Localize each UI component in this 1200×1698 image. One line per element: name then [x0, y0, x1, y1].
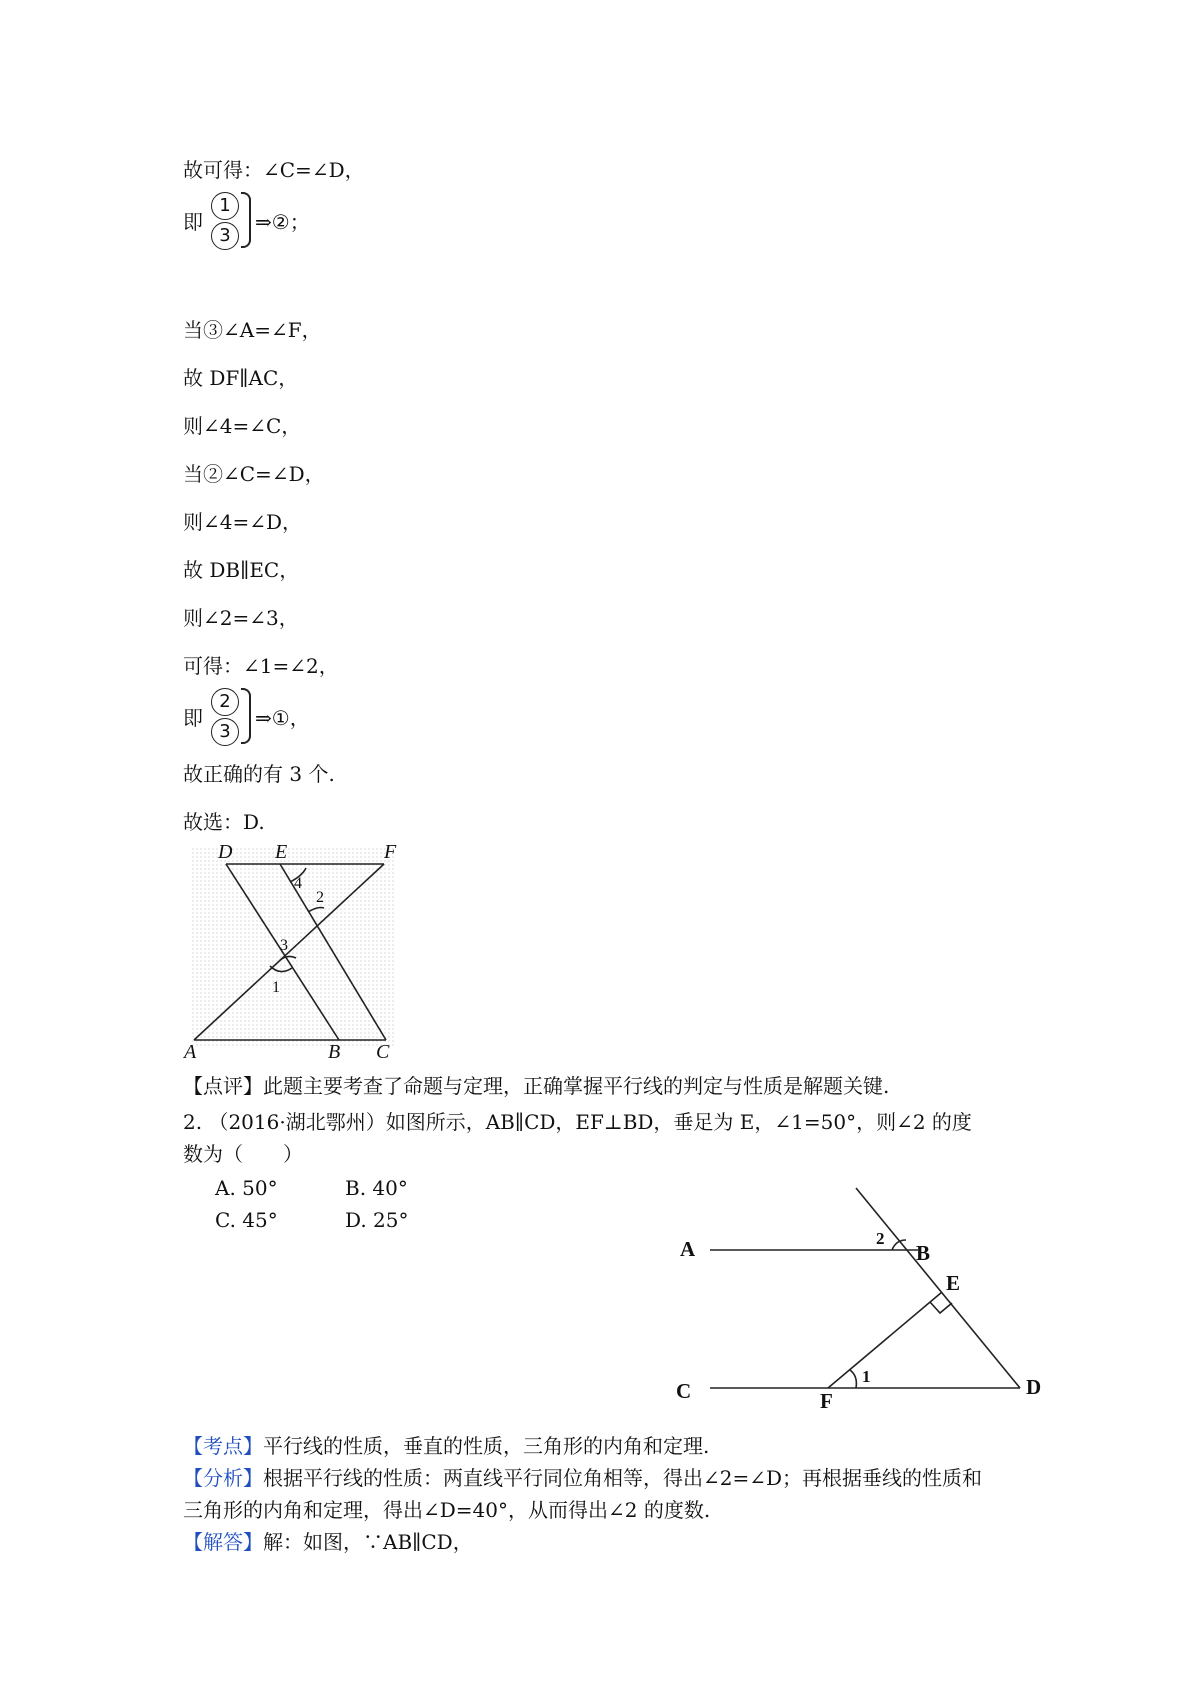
text-line: 则∠4=∠D，: [183, 510, 303, 534]
option-c: C. 45°: [215, 1208, 278, 1232]
option-a: A. 50°: [215, 1176, 278, 1200]
kaodian-line: [183, 1434, 709, 1458]
jieda-tag: 【解答】: [183, 1530, 263, 1554]
question-line-2: 数为（ ）: [183, 1142, 303, 1166]
angle-label-2: 2: [316, 889, 324, 906]
segment-ef: [828, 1292, 942, 1388]
text-line: 当②∠C=∠D，: [183, 462, 325, 486]
geometry-figure-2: [660, 1180, 1080, 1420]
point-label-b: B: [916, 1241, 931, 1265]
jieda-text: 解：如图，∵AB∥CD，: [263, 1530, 473, 1554]
angle-label-2: 2: [876, 1229, 885, 1248]
point-label-f: F: [820, 1389, 833, 1413]
point-label-a: A: [680, 1237, 696, 1261]
point-label-a: A: [184, 1041, 197, 1060]
text-line: 则∠4=∠C，: [183, 414, 302, 438]
option-d: D. 25°: [345, 1208, 409, 1232]
review-tag: 【点评】: [183, 1074, 263, 1098]
point-label-f: F: [384, 841, 397, 863]
fenxi-tag: 【分析】: [183, 1466, 263, 1490]
angle-arc-2: [892, 1240, 906, 1250]
fenxi-line-2: 三角形的内角和定理，得出∠D=40°，从而得出∠2 的度数.: [183, 1498, 711, 1522]
point-label-d: D: [218, 841, 233, 863]
geometry-figure-1: [180, 840, 410, 1060]
text-line: 故可得：∠C=∠D，: [183, 158, 365, 182]
review-text: 此题主要考查了命题与定理，正确掌握平行线的判定与性质是解题关键.: [263, 1074, 890, 1098]
angle-label-4: 4: [294, 875, 302, 892]
kaodian-text: 平行线的性质，垂直的性质，三角形的内角和定理.: [263, 1434, 710, 1458]
angle-label-1: 1: [272, 979, 280, 996]
right-brace: [241, 688, 251, 744]
fenxi-text: 根据平行线的性质：两直线平行同位角相等，得出∠2=∠D；再根据垂线的性质和: [263, 1466, 983, 1490]
right-angle-mark: [930, 1302, 952, 1313]
point-label-e: E: [946, 1271, 961, 1295]
right-brace: [241, 192, 251, 248]
angle-label-1: 1: [862, 1367, 871, 1386]
implication-result: ⇒②；: [255, 210, 310, 234]
circled-number: 3: [211, 718, 239, 746]
fenxi-line-1: [183, 1466, 982, 1490]
prefix-text: 即: [183, 706, 203, 730]
point-label-e: E: [275, 841, 288, 863]
text-line: 故 DB∥EC，: [183, 558, 300, 582]
review-line: [183, 1074, 889, 1098]
circled-number: 2: [211, 688, 239, 716]
implication-result: ⇒①，: [255, 706, 310, 730]
line-bd: [856, 1188, 1020, 1388]
point-label-c: C: [676, 1379, 692, 1403]
text-line: 故 DF∥AC，: [183, 366, 299, 390]
point-label-b: B: [328, 1041, 341, 1060]
angle-arc-1: [850, 1370, 856, 1388]
text-line: 故选：D.: [183, 810, 265, 834]
kaodian-tag: 【考点】: [183, 1434, 263, 1458]
jieda-line: [183, 1530, 473, 1554]
prefix-text: 即: [183, 210, 203, 234]
text-line: 则∠2=∠3，: [183, 606, 299, 630]
circled-number: 3: [211, 222, 239, 250]
text-line: 当③∠A=∠F，: [183, 318, 322, 342]
question-line-1: 2. （2016·湖北鄂州）如图所示，AB∥CD，EF⊥BD，垂足为 E，∠1=50°，则∠2 的度: [183, 1110, 972, 1134]
text-line: 故正确的有 3 个.: [183, 762, 335, 786]
angle-label-3: 3: [280, 937, 288, 954]
option-b: B. 40°: [345, 1176, 408, 1200]
circled-number: 1: [211, 192, 239, 220]
point-label-d: D: [1026, 1375, 1042, 1399]
text-line: 可得：∠1=∠2，: [183, 654, 339, 678]
point-label-c: C: [376, 1041, 390, 1060]
